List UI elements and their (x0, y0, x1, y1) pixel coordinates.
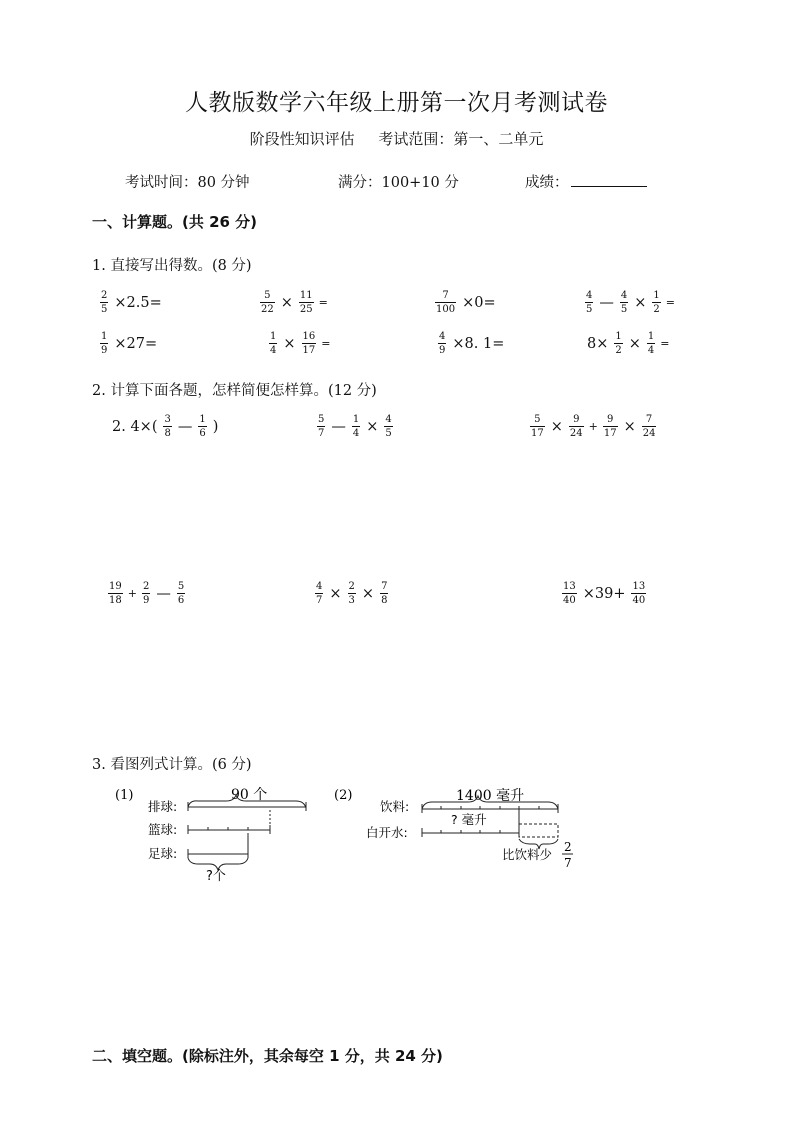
page-subtitle: 阶段性知识评估 考试范围：第一、二单元 (249, 130, 544, 148)
denominator: 9 (439, 345, 446, 356)
numerator: 1 (101, 331, 108, 342)
fraction (631, 581, 646, 606)
numerator: 5 (534, 414, 541, 425)
denominator: 24 (642, 428, 656, 439)
fraction (384, 414, 392, 439)
page-title: 人教版数学六年级上册第一次月考测试卷 (185, 90, 608, 116)
fraction (380, 581, 388, 606)
fraction (435, 290, 456, 315)
fraction (348, 581, 356, 606)
exam-time: 考试时间：80 分钟 (125, 175, 250, 191)
row-label-water: 白开水: (366, 825, 408, 840)
numerator: 9 (607, 414, 614, 425)
operator: 8× (587, 335, 609, 352)
fraction (647, 331, 655, 356)
fraction (569, 414, 584, 439)
fraction (652, 290, 660, 315)
fraction (100, 290, 108, 315)
fraction (198, 414, 206, 439)
fraction (603, 414, 618, 439)
denominator: 4 (352, 428, 360, 439)
diagram-balls (110, 780, 330, 885)
numerator: 4 (620, 290, 628, 301)
fraction (438, 331, 446, 356)
q2-label: 2. 计算下面各题，怎样简便怎样算。(12 分) (92, 383, 377, 399)
row-label-drink: 饮料: (380, 799, 410, 814)
numerator: 4 (316, 581, 323, 592)
denominator: 5 (620, 304, 628, 315)
numerator: 19 (109, 581, 122, 592)
denominator: 9 (101, 345, 108, 356)
operator: + (588, 420, 598, 433)
operator: × (283, 335, 296, 352)
fraction (620, 290, 628, 315)
fraction (177, 581, 185, 606)
operator: 2. 4×( (112, 418, 158, 435)
denominator: 4 (270, 345, 277, 356)
numerator: 7 (381, 581, 388, 592)
numerator: 2 (101, 290, 108, 301)
missing-part (519, 824, 558, 837)
denominator: 25 (299, 304, 313, 315)
fraction (614, 331, 622, 356)
numerator: 1 (615, 331, 622, 342)
numerator: 13 (563, 581, 576, 592)
numerator: 1 (647, 331, 655, 342)
diagram-water (330, 780, 590, 885)
denominator: 17 (302, 345, 316, 356)
operator: × (634, 294, 647, 311)
operator: = (318, 296, 328, 309)
q1-item (267, 331, 333, 356)
diagram1-num: (1) (115, 788, 134, 803)
operator: ×39+ (582, 585, 626, 602)
diagram2-bottom-text: 比饮料少 (502, 847, 553, 862)
diagram2-num: (2) (334, 788, 353, 803)
row-label-volleyball: 排球: (148, 799, 178, 814)
operator: — (331, 418, 346, 435)
grade-field (525, 171, 647, 192)
fraction (100, 331, 108, 356)
operator: × (280, 294, 293, 311)
diagram2-mid-label: ? 毫升 (451, 812, 487, 827)
fraction (302, 331, 317, 356)
numerator: 2 (348, 581, 355, 592)
operator: — (156, 585, 171, 602)
numerator: 13 (632, 581, 646, 592)
denominator: 9 (142, 595, 150, 606)
numerator: 1 (199, 414, 206, 425)
operator: × (361, 585, 375, 602)
q1-item (98, 290, 166, 315)
denominator: 8 (164, 428, 171, 439)
operator: × (623, 418, 636, 435)
numerator: 1 (270, 331, 277, 342)
fraction (642, 414, 657, 439)
operator: — (177, 418, 193, 435)
denominator: 22 (261, 304, 274, 315)
fraction (260, 290, 275, 315)
denominator: 100 (436, 304, 456, 315)
operator: ×2.5= (114, 294, 162, 311)
operator: × (628, 335, 641, 352)
q2-item (528, 414, 658, 439)
section2-heading: 二、填空题。(除标注外，其余每空 1 分，共 24 分) (92, 1047, 443, 1065)
grade-label: 成绩： (525, 175, 569, 191)
numerator: 1 (653, 290, 660, 301)
denominator: 17 (603, 428, 617, 439)
full-score: 满分：100+10 分 (338, 175, 459, 191)
denominator: 2 (653, 304, 660, 315)
row-label-football: 足球: (148, 846, 178, 861)
denominator: 40 (563, 595, 576, 606)
operator: — (599, 294, 614, 311)
denominator: 4 (647, 345, 655, 356)
denominator: 2 (615, 345, 622, 356)
q1-item (583, 290, 678, 315)
q2-item (560, 581, 648, 606)
denominator: 3 (348, 595, 355, 606)
q1-item (436, 331, 508, 356)
fraction (530, 414, 545, 439)
operator: ×0= (462, 294, 496, 311)
denominator: 5 (586, 304, 593, 315)
operator: = (321, 337, 331, 350)
q1-item (98, 331, 161, 356)
operator: ×8. 1= (452, 335, 505, 352)
fraction (585, 290, 593, 315)
numerator: 4 (586, 290, 593, 301)
frac-num: 2 (564, 840, 572, 854)
operator: + (127, 587, 137, 600)
numerator: 7 (442, 290, 449, 301)
operator: = (665, 296, 675, 309)
denominator: 7 (318, 428, 325, 439)
numerator: 9 (573, 414, 580, 425)
numerator: 1 (352, 414, 360, 425)
section1-heading: 一、计算题。(共 26 分) (92, 213, 258, 231)
numerator: 5 (318, 414, 325, 425)
fraction (317, 414, 325, 439)
grade-blank (571, 174, 647, 187)
q2-item (315, 414, 395, 439)
q1-item (258, 290, 331, 315)
diagram2-top-label: 1400 毫升 (456, 788, 525, 804)
numerator: 5 (264, 290, 271, 301)
numerator: 4 (439, 331, 446, 342)
denominator: 18 (109, 595, 122, 606)
denominator: 6 (199, 428, 206, 439)
denominator: 40 (632, 595, 646, 606)
denominator: 7 (316, 595, 323, 606)
operator: ×27= (114, 335, 158, 352)
denominator: 8 (381, 595, 388, 606)
q1-item (433, 290, 500, 315)
numerator: 2 (142, 581, 150, 592)
numerator: 5 (177, 581, 185, 592)
operator: × (366, 418, 379, 435)
numerator: 11 (299, 290, 313, 301)
numerator: 3 (164, 414, 171, 425)
fraction (163, 414, 171, 439)
denominator: 24 (569, 428, 583, 439)
diagram1-bottom-label: ?个 (206, 869, 226, 884)
q2-item (313, 581, 390, 606)
denominator: 6 (177, 595, 185, 606)
operator: × (329, 585, 342, 602)
operator: × (550, 418, 563, 435)
numerator: 7 (645, 414, 653, 425)
fraction (108, 581, 123, 606)
operator: ) (212, 418, 219, 435)
numerator: 4 (385, 414, 392, 425)
diagram1-top-label: 90 个 (231, 787, 268, 803)
q1-item (583, 331, 673, 356)
frac-den: 7 (564, 856, 572, 870)
row-label-basketball: 篮球: (148, 822, 178, 837)
q3-label: 3. 看图列式计算。(6 分) (92, 757, 252, 773)
denominator: 17 (531, 428, 544, 439)
q2-item (106, 581, 187, 606)
numerator: 16 (302, 331, 316, 342)
fraction (562, 581, 577, 606)
operator: = (660, 337, 670, 350)
fraction (352, 414, 360, 439)
denominator: 5 (101, 304, 108, 315)
q1-label: 1. 直接写出得数。(8 分) (92, 258, 252, 274)
fraction (299, 290, 314, 315)
fraction (269, 331, 277, 356)
denominator: 5 (385, 428, 392, 439)
fraction (142, 581, 150, 606)
q2-item (108, 414, 222, 439)
fraction (315, 581, 323, 606)
